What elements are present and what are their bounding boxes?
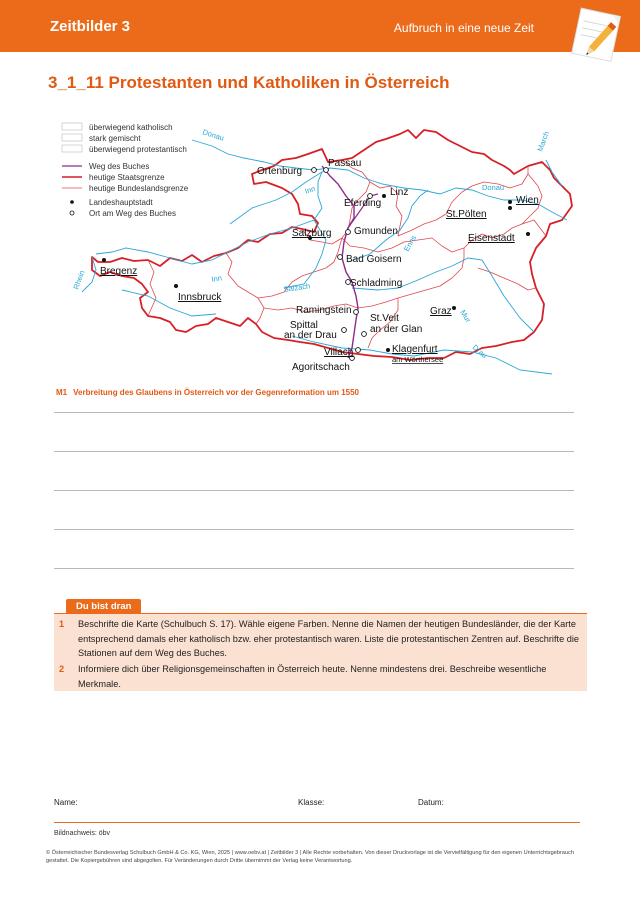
svg-text:Donau: Donau [482,183,505,192]
place-spittal-line2: an der Drau [284,330,337,341]
task-box [54,613,587,691]
writing-line[interactable] [54,529,574,530]
place-ramingstein: Ramingstein [296,305,352,316]
place-villach: Villach [324,347,354,358]
svg-text:Inn: Inn [303,183,317,196]
name-field-label: Name: [54,798,78,807]
header-bar [0,0,640,52]
place-salzburg: Salzburg [292,228,332,239]
caption-text: Verbreitung des Glaubens in Österreich vor der Gegenreformation um 1550 [73,388,359,397]
svg-text:Enns: Enns [401,233,419,253]
legend-route: Weg des Buches [89,162,150,171]
class-field-label: Klasse: [298,798,325,807]
image-credit: Bildnachweis: öbv [54,830,111,837]
svg-text:Mur: Mur [458,308,473,325]
page-title: 3_1_11 Protestanten und Katholiken in Österreich [48,73,450,92]
footer-rule [54,822,580,823]
place-linz: Linz [390,187,409,198]
place-passau: Passau [328,158,362,169]
place-innsbruck: Innsbruck [178,292,222,303]
legend-capital: Landeshauptstadt [89,198,153,207]
place-spittal: Spittal [290,320,318,331]
place-schladming: Schladming [350,278,403,289]
writing-line[interactable] [54,490,574,491]
place-bad-goisern: Bad Goisern [346,254,402,265]
map-legend [62,123,189,218]
legend-province-border: heutige Bundeslandsgrenze [89,184,189,193]
svg-text:Drau: Drau [470,342,489,360]
place-klagenfurt: Klagenfurt [392,344,438,355]
place-wien: Wien [516,195,539,206]
task-number: 1 [59,619,65,629]
svg-text:Donau: Donau [201,127,226,143]
caption-label: M1 [56,388,68,397]
task-text: Informiere dich über Religionsgemeinschaften in Österreich heute. Nenne mindestens drei. Beschreibe wesentliche Merkmale. [78,664,547,689]
place-bregenz: Bregenz [100,266,138,277]
svg-text:March: March [535,130,552,153]
svg-text:Inn: Inn [210,273,223,284]
date-field-label: Datum: [418,798,444,807]
writing-line[interactable] [54,451,574,452]
task-number: 2 [59,664,65,674]
place-st-veit: St.Veit [370,313,399,324]
task-tab: Du bist dran [66,599,141,615]
place-eferding: Eferding [344,198,382,209]
place-ortenburg: Ortenburg [257,166,303,177]
place-st-veit-line2: an der Glan [370,324,423,335]
copyright-notice: © Österreichischer Bundesverlag Schulbuch GmbH & Co. KG, Wien, 2025 | www.oebv.at | Zeitbilder 3 | Alle Rechte vorbehalten. Von dieser Druckvorlage ist die Vervielfältigung für den eigenen Unterrichtsgebrauch gestattet. Die Kopiergebühren sind abgegolten. Für Veränderungen durch Dritte übernimmt der Verlag keine Verantwortung. [46,850,574,864]
task-text: Beschrifte die Karte (Schulbuch S. 17). Wähle eigene Farben. Nenne die Namen der heutigen Bundesländer, die der Karte entsprechend damals eher katholisch bzw. eher protestantisch waren. Liste die protestantischen Zentren auf. Beschrifte die Stationen auf dem Weg des Buches. [78,619,580,658]
pencil-paper-icon [564,6,630,64]
brand-title: Zeitbilder 3 [50,18,131,35]
svg-text:Salzach: Salzach [283,281,311,294]
legend-state-border: heutige Staatsgrenze [89,173,165,182]
place-agoritschach: Agoritschach [292,362,350,373]
legend-mixed: stark gemischt [89,134,141,143]
svg-text:Rhein: Rhein [71,269,87,291]
legend-catholic: überwiegend katholisch [89,123,173,132]
writing-line[interactable] [54,412,574,413]
chapter-subject: Aufbruch in eine neue Zeit [393,21,534,35]
legend-route-place: Ort am Weg des Buches [89,209,176,218]
austria-religion-map [52,112,592,387]
place-gmunden: Gmunden [354,226,398,237]
map-caption [56,388,359,397]
legend-protestant: überwiegend protestantisch [89,145,187,154]
place-woerthersee: am Wörthersee [392,355,444,364]
writing-line[interactable] [54,568,574,569]
place-eisenstadt: Eisenstadt [468,233,515,244]
place-graz: Graz [430,306,452,317]
place-st-poelten: St.Pölten [446,209,487,220]
